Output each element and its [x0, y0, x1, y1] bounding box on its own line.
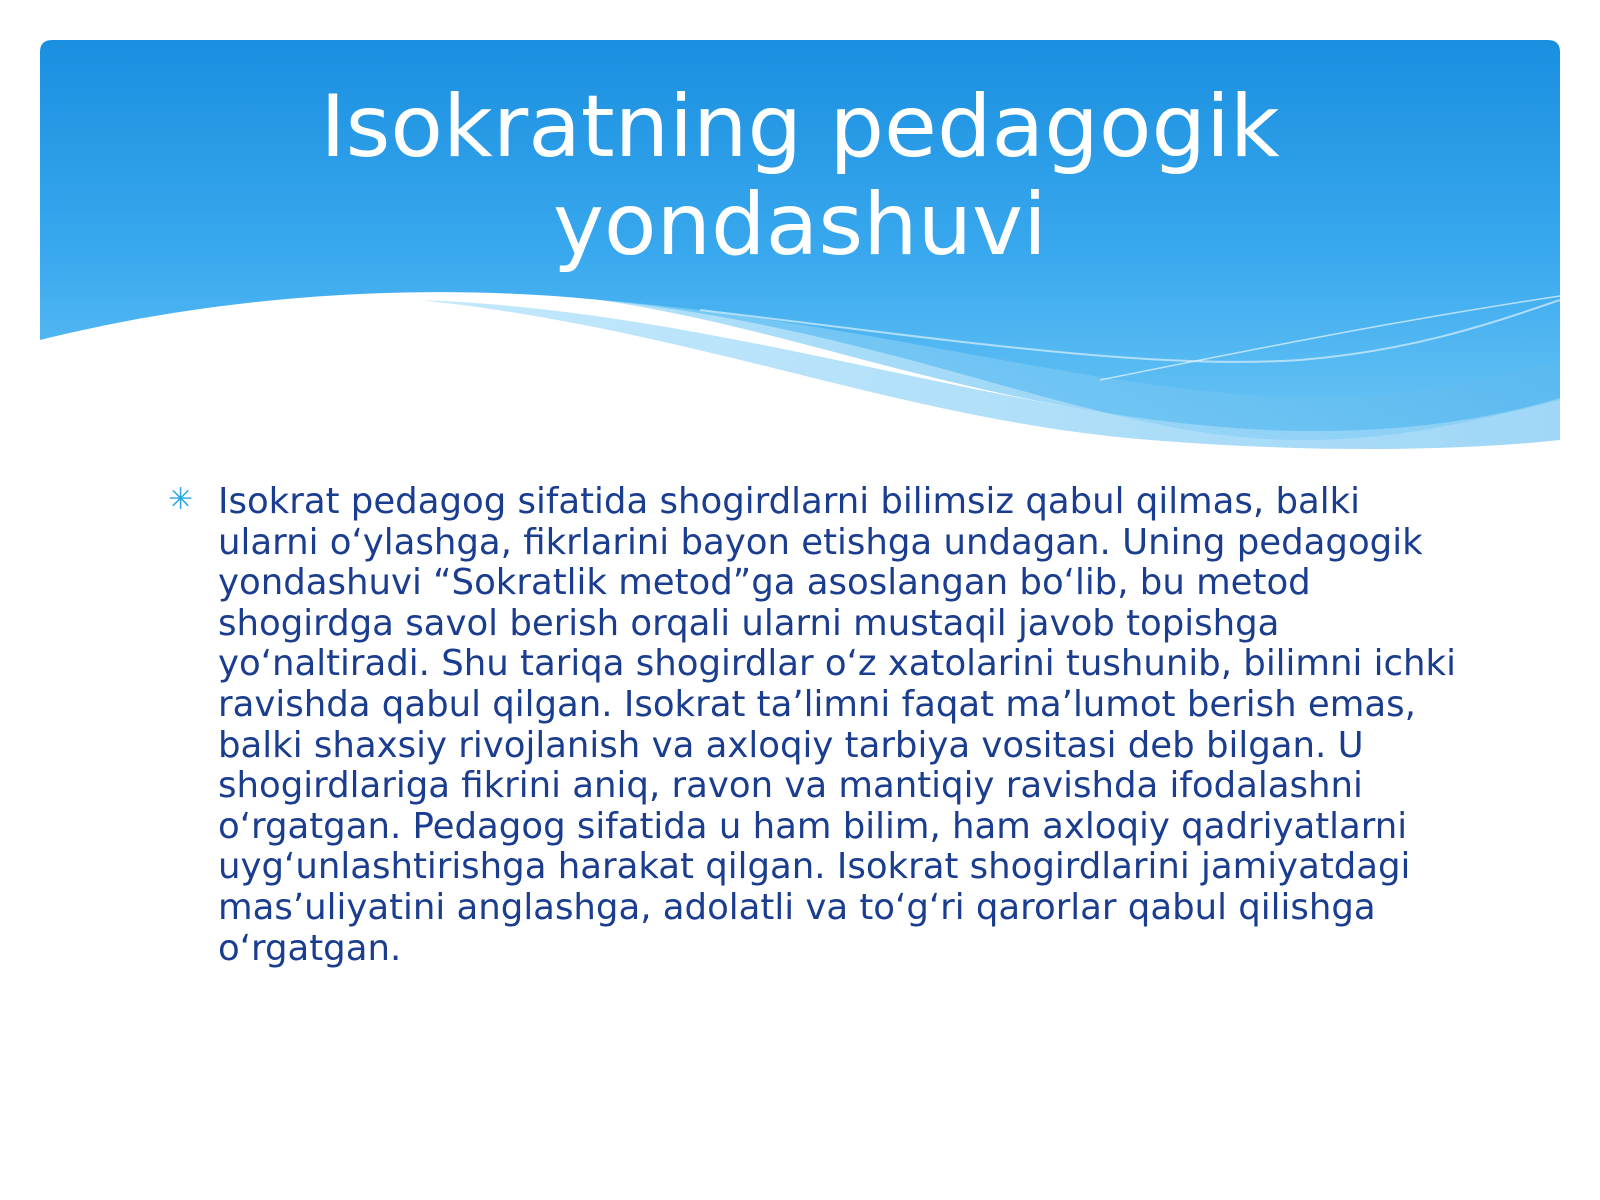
bullet-text: Isokrat pedagog sifatida shogirdlarni bilimsiz qabul qilmas, balki ularni o‘ylashga, fikrlarini bayon etishga undagan. Uning pedagogik yondashuvi “Sokratlik metod”ga asoslangan bo‘lib, bu metod shogirdga savol berish orqali ularni mustaqil javob topishga yo‘naltiradi. Shu tariqa shogirdlar o‘z xatolarini tushunib, bilimni ichki ravishda qabul qilgan. Isokrat ta’limni faqat ma’lumot berish emas, balki shaxsiy rivojlanish va axloqiy tarbiya vositasi deb bilgan. U shogirdlariga fikrini aniq, ravon va mantiqiy ravishda ifodalashni o‘rgatgan. Pedagog sifatida u ham bilim, ham axloqiy qadriyatlarni uyg‘unlashtirishga harakat qilgan. Isokrat shogirdlarini jamiyatdagi mas’uliyatini anglashga, adolatli va to‘g‘ri qarorlar qabul qilishga o‘rgatgan. — [218, 481, 1456, 969]
slide-content — [168, 482, 1458, 969]
slide-title-line1: Isokratning pedagogik — [320, 77, 1280, 177]
asterisk-bullet-icon: ✳ — [168, 482, 194, 517]
slide-title-line2: yondashuvi — [553, 175, 1047, 275]
bullet-item — [168, 482, 1458, 969]
slide-title — [240, 78, 1360, 274]
